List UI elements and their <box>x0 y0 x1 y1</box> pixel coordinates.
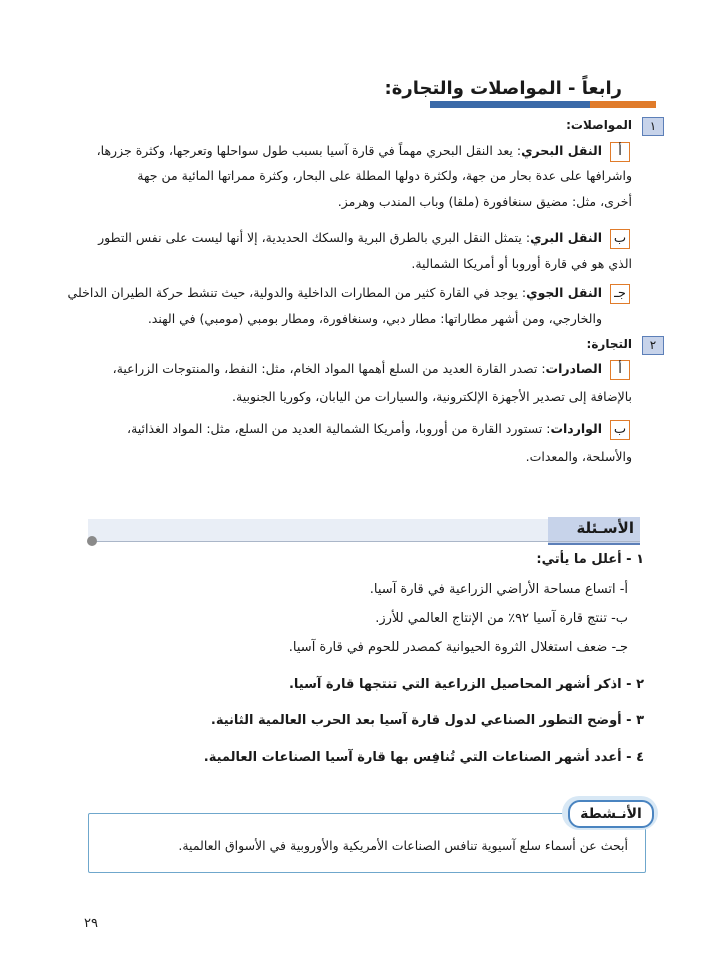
land-transport-line1 <box>98 230 602 245</box>
letter-marker-sea: أ <box>610 142 630 162</box>
question-1: ١ - أعلل ما يأتي: <box>536 552 644 567</box>
trade-heading: التجارة: <box>586 337 632 351</box>
question-2: ٢ - اذكر أشهر المحاصيل الزراعية التي تنتجها قارة آسيا. <box>288 677 644 692</box>
sea-transport-line3: أخرى، مثل: مضيق سنغافورة (ملقا) وباب المندب وهرمز. <box>337 194 632 209</box>
sea-transport-text1: : يعد النقل البحري مهماً في قارة آسيا بسبب طول سواحلها وتعرجها، وكثرة جزرها، <box>96 143 522 158</box>
land-transport-text1: : يتمثل النقل البري بالطرق البرية والسكك الحديدية، إلا أنها ليست على نفس التطور <box>98 230 531 245</box>
exports-text1: : تصدر القارة العديد من السلع أهمها المواد الخام، مثل: النفط، والمنتوجات الزراعية، <box>112 361 546 376</box>
exports-line2: بالإضافة إلى تصدير الأجهزة الإلكترونية، والسيارات من اليابان، وكوريا الجنوبية. <box>232 389 632 404</box>
activity-text: أبحث عن أسماء سلع آسيوية تنافس الصناعات الأمريكية والأوروبية في الأسواق العالمية. <box>178 838 628 853</box>
question-1a: أ- اتساع مساحة الأراضي الزراعية في قارة آسيا. <box>369 582 628 597</box>
questions-rule-dot <box>87 536 97 546</box>
imports-line1 <box>127 421 602 436</box>
sea-transport-line2: واشرافها على عدة بحار من جهة، ولكثرة دولها المطلة على البحار، وكثرة ممراتها المائية من جهة <box>137 168 632 183</box>
questions-heading: الأسـئلة <box>576 519 634 537</box>
exports-label: الصادرات <box>545 361 602 376</box>
land-transport-line2: الذي هو في قارة أوروبا أو أمريكا الشمالية. <box>411 256 632 271</box>
title-underline-orange <box>590 101 656 108</box>
imports-line2: والأسلحة، والمعدات. <box>525 449 632 464</box>
question-3: ٣ - أوضح التطور الصناعي لدول قارة آسيا بعد الحرب العالمية الثانية. <box>210 713 644 728</box>
air-transport-line1 <box>68 285 602 300</box>
activity-heading: الأنـشطة <box>568 800 654 828</box>
exports-line1 <box>113 361 602 376</box>
letter-marker-air: جـ <box>610 284 630 304</box>
questions-rule <box>92 541 640 542</box>
question-1b: ب- تنتج قارة آسيا ٩٢٪ من الإنتاج العالمي للأرز. <box>375 611 628 626</box>
imports-text1: : تستورد القارة من أوروبا، وأمريكا الشمالية العديد من السلع، مثل: المواد الغذائية، <box>127 421 551 436</box>
question-4: ٤ - أعدد أشهر الصناعات التي تُنافِس بها قارة آسيا الصناعات العالمية. <box>203 750 644 765</box>
imports-label: الواردات <box>550 421 602 436</box>
letter-marker-land: ب <box>610 229 630 249</box>
section-title: رابعاً - المواصلات والتجارة: <box>384 78 622 99</box>
sea-transport-label: النقل البحري <box>521 143 602 158</box>
title-underline-blue <box>430 101 590 108</box>
section-number-trade: ٢ <box>642 336 664 355</box>
air-transport-line2: والخارجي، ومن أشهر مطاراتها: مطار دبي، وسنغافورة، ومطار بومبي (مومبي) في الهند. <box>147 311 602 326</box>
page-number: ٢٩ <box>84 916 98 931</box>
sea-transport-line1 <box>97 143 602 158</box>
letter-marker-exports: أ <box>610 360 630 380</box>
air-transport-label: النقل الجوي <box>526 285 602 300</box>
air-transport-text1: : يوجد في القارة كثير من المطارات الداخلية والدولية، حيث تنشط حركة الطيران الداخلي <box>67 285 527 300</box>
letter-marker-imports: ب <box>610 420 630 440</box>
question-1c: جـ- ضعف استغلال الثروة الحيوانية كمصدر للحوم في قارة آسيا. <box>288 640 628 655</box>
transport-heading: المواصلات: <box>566 118 632 132</box>
land-transport-label: النقل البري <box>530 230 602 245</box>
section-number-transport: ١ <box>642 117 664 136</box>
